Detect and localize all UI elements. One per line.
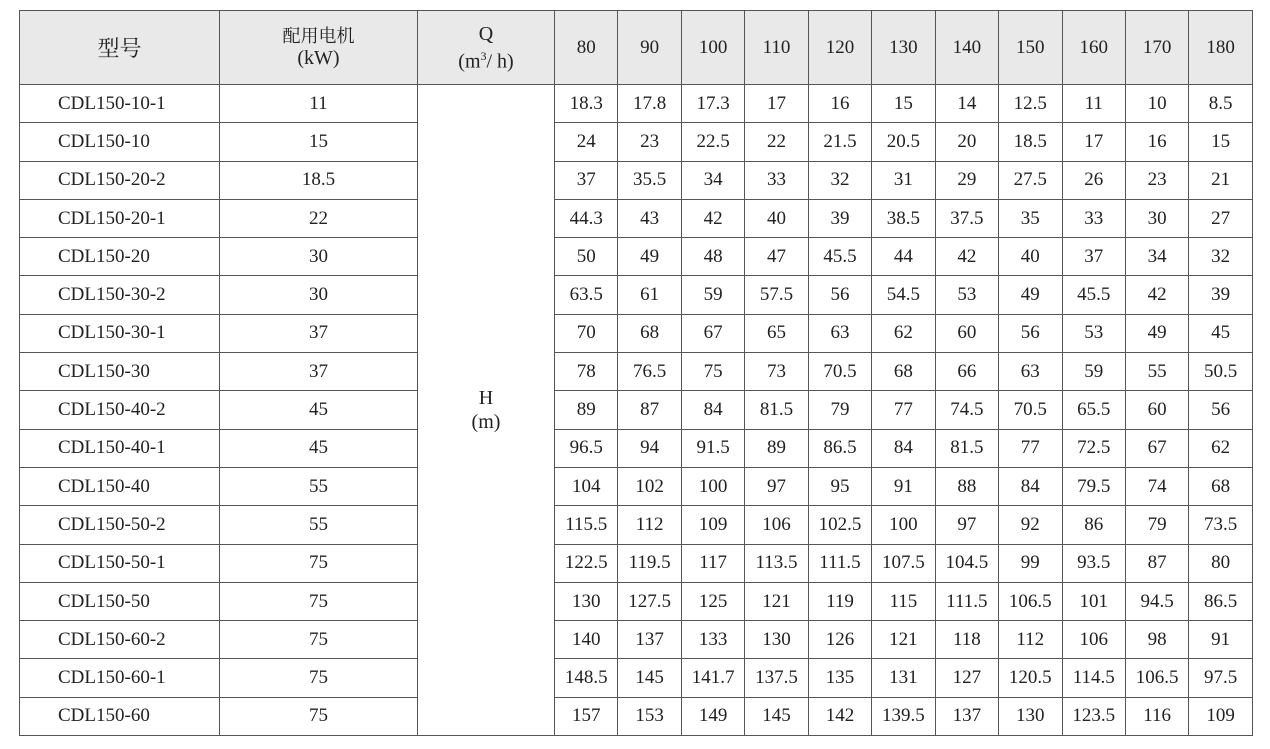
head-value-cell: 126 [808,621,871,659]
head-value-cell: 99 [999,544,1062,582]
head-value-cell: 40 [999,238,1062,276]
head-value-cell: 60 [935,314,998,352]
motor-unit: (kW) [297,46,340,69]
head-value-cell: 117 [681,544,744,582]
head-value-cell: 145 [745,697,808,735]
table-row [20,199,1253,237]
head-value-cell: 20.5 [872,123,935,161]
head-value-cell: 26 [1062,161,1125,199]
table-row [20,621,1253,659]
head-value-cell: 20 [935,123,998,161]
head-value-cell: 16 [1125,123,1188,161]
head-value-cell: 57.5 [745,276,808,314]
head-value-cell: 8.5 [1189,85,1252,123]
head-value-cell: 157 [555,697,618,735]
head-value-cell: 50 [555,238,618,276]
head-value-cell: 106.5 [999,582,1062,620]
head-value-cell: 145 [618,659,681,697]
head-value-cell: 113.5 [745,544,808,582]
table-row [20,467,1253,505]
head-value-cell: 42 [935,238,998,276]
head-value-cell: 60 [1125,391,1188,429]
head-value-cell: 16 [808,85,871,123]
head-value-cell: 97.5 [1189,659,1252,697]
head-value-cell: 87 [618,391,681,429]
head-value-cell: 17.8 [618,85,681,123]
head-value-cell: 54.5 [872,276,935,314]
head-value-cell: 63 [808,314,871,352]
head-value-cell: 18.5 [999,123,1062,161]
head-value-cell: 121 [745,582,808,620]
head-value-cell: 67 [1125,429,1188,467]
head-value-cell: 84 [999,467,1062,505]
motor-power-cell: 55 [220,506,418,544]
head-value-cell: 30 [1125,199,1188,237]
head-value-cell: 119.5 [618,544,681,582]
table-header-row [20,11,1253,85]
head-value-cell: 79 [808,391,871,429]
head-value-cell: 98 [1125,621,1188,659]
head-value-cell: 127 [935,659,998,697]
head-value-cell: 74 [1125,467,1188,505]
head-value-cell: 123.5 [1062,697,1125,735]
head-value-cell: 140 [555,621,618,659]
head-value-cell: 45.5 [808,238,871,276]
model-cell: CDL150-50-1 [20,544,220,582]
head-value-cell: 100 [872,506,935,544]
head-value-cell: 97 [745,467,808,505]
head-value-cell: 91 [1189,621,1252,659]
model-cell: CDL150-60-1 [20,659,220,697]
head-value-cell: 94.5 [1125,582,1188,620]
table-row [20,659,1253,697]
head-value-cell: 115.5 [555,506,618,544]
head-value-cell: 115 [872,582,935,620]
head-value-cell: 12.5 [999,85,1062,123]
head-value-cell: 148.5 [555,659,618,697]
head-value-cell: 61 [618,276,681,314]
head-value-cell: 149 [681,697,744,735]
flow-label: Q [478,22,494,45]
head-value-cell: 91.5 [681,429,744,467]
head-value-cell: 17 [745,85,808,123]
head-value-cell: 130 [999,697,1062,735]
flow-rate-header: 180 [1189,11,1252,85]
head-value-cell: 130 [555,582,618,620]
head-value-cell: 10 [1125,85,1188,123]
head-value-cell: 40 [745,199,808,237]
head-value-cell: 89 [555,391,618,429]
table-row [20,238,1253,276]
head-value-cell: 22 [745,123,808,161]
head-value-cell: 42 [1125,276,1188,314]
head-value-cell: 17 [1062,123,1125,161]
flow-unit: ($m^3/$ h) [458,48,514,73]
head-value-cell: 68 [872,353,935,391]
head-value-cell: 56 [999,314,1062,352]
model-cell: CDL150-10-1 [20,85,220,123]
table-row [20,161,1253,199]
motor-power-cell: 75 [220,697,418,735]
head-value-cell: 34 [681,161,744,199]
head-value-cell: 27.5 [999,161,1062,199]
head-value-cell: 104 [555,467,618,505]
head-value-cell: 29 [935,161,998,199]
head-value-cell: 23 [1125,161,1188,199]
head-value-cell: 23 [618,123,681,161]
flow-rate-header: 150 [999,11,1062,85]
head-value-cell: 59 [681,276,744,314]
head-value-cell: 21.5 [808,123,871,161]
head-value-cell: 11 [1062,85,1125,123]
flow-rate-header: 130 [872,11,935,85]
head-value-cell: 32 [808,161,871,199]
head-value-cell: 109 [681,506,744,544]
model-cell: CDL150-30-2 [20,276,220,314]
flow-rate-header: 100 [681,11,744,85]
head-value-cell: 87 [1125,544,1188,582]
head-label: H [478,387,494,410]
table-row [20,582,1253,620]
head-value-cell: 101 [1062,582,1125,620]
head-value-cell: 70.5 [808,353,871,391]
head-value-cell: 45 [1189,314,1252,352]
head-value-cell: 63.5 [555,276,618,314]
motor-power-cell: 37 [220,353,418,391]
head-value-cell: 17.3 [681,85,744,123]
head-value-cell: 119 [808,582,871,620]
head-value-cell: 78 [555,353,618,391]
motor-power-cell: 75 [220,659,418,697]
head-value-cell: 49 [1125,314,1188,352]
table-body [20,85,1253,736]
head-value-cell: 53 [1062,314,1125,352]
head-value-cell: 55 [1125,353,1188,391]
head-value-cell: 96.5 [555,429,618,467]
head-value-cell: 18.3 [555,85,618,123]
head-value-cell: 107.5 [872,544,935,582]
flow-rate-header: 170 [1125,11,1188,85]
head-value-cell: 76.5 [618,353,681,391]
head-value-cell: 89 [745,429,808,467]
head-value-cell: 153 [618,697,681,735]
model-cell: CDL150-40-2 [20,391,220,429]
model-cell: CDL150-30 [20,353,220,391]
head-value-cell: 37.5 [935,199,998,237]
head-value-cell: 137 [618,621,681,659]
flow-rate-header: 90 [618,11,681,85]
flow-rate-header: 110 [745,11,808,85]
head-value-cell: 44 [872,238,935,276]
motor-power-cell: 30 [220,238,418,276]
head-value-cell: 75 [681,353,744,391]
head-value-cell: 106 [745,506,808,544]
table-row [20,391,1253,429]
head-value-cell: 137 [935,697,998,735]
head-value-cell: 15 [872,85,935,123]
flow-column-header [418,11,555,85]
head-value-cell: 92 [999,506,1062,544]
motor-power-cell: 75 [220,544,418,582]
head-value-cell: 37 [1062,238,1125,276]
head-value-cell: 93.5 [1062,544,1125,582]
head-value-cell: 22.5 [681,123,744,161]
head-value-cell: 81.5 [745,391,808,429]
head-value-cell: 48 [681,238,744,276]
head-value-cell: 139.5 [872,697,935,735]
head-value-cell: 35.5 [618,161,681,199]
head-value-cell: 67 [681,314,744,352]
head-value-cell: 127.5 [618,582,681,620]
head-value-cell: 86.5 [808,429,871,467]
head-value-cell: 81.5 [935,429,998,467]
head-value-cell: 53 [935,276,998,314]
head-value-cell: 114.5 [1062,659,1125,697]
head-value-cell: 79 [1125,506,1188,544]
head-value-cell: 65 [745,314,808,352]
head-value-cell: 63 [999,353,1062,391]
motor-power-cell: 45 [220,391,418,429]
head-value-cell: 88 [935,467,998,505]
head-value-cell: 100 [681,467,744,505]
head-value-cell: 97 [935,506,998,544]
head-value-cell: 38.5 [872,199,935,237]
motor-power-cell: 55 [220,467,418,505]
head-value-cell: 74.5 [935,391,998,429]
model-cell: CDL150-50 [20,582,220,620]
head-value-cell: 135 [808,659,871,697]
head-value-cell: 56 [1189,391,1252,429]
model-cell: CDL150-60 [20,697,220,735]
head-value-cell: 50.5 [1189,353,1252,391]
head-value-cell: 121 [872,621,935,659]
head-value-cell: 133 [681,621,744,659]
head-value-cell: 62 [1189,429,1252,467]
table-row [20,123,1253,161]
head-label-cell [418,85,555,736]
model-cell: CDL150-40 [20,467,220,505]
head-value-cell: 111.5 [808,544,871,582]
head-value-cell: 73 [745,353,808,391]
head-value-cell: 84 [872,429,935,467]
head-value-cell: 37 [555,161,618,199]
head-value-cell: 142 [808,697,871,735]
head-value-cell: 109 [1189,697,1252,735]
head-value-cell: 112 [999,621,1062,659]
flow-rate-header: 140 [935,11,998,85]
table-row [20,276,1253,314]
head-value-cell: 131 [872,659,935,697]
table-row [20,506,1253,544]
model-column-header: 型号 [20,11,220,85]
head-value-cell: 125 [681,582,744,620]
head-value-cell: 137.5 [745,659,808,697]
head-value-cell: 122.5 [555,544,618,582]
head-value-cell: 120.5 [999,659,1062,697]
head-value-cell: 62 [872,314,935,352]
head-value-cell: 68 [618,314,681,352]
head-value-cell: 79.5 [1062,467,1125,505]
head-value-cell: 80 [1189,544,1252,582]
head-value-cell: 33 [1062,199,1125,237]
motor-power-cell: 75 [220,621,418,659]
head-value-cell: 27 [1189,199,1252,237]
head-value-cell: 14 [935,85,998,123]
head-value-cell: 21 [1189,161,1252,199]
model-cell: CDL150-40-1 [20,429,220,467]
model-cell: CDL150-10 [20,123,220,161]
head-value-cell: 112 [618,506,681,544]
head-value-cell: 102 [618,467,681,505]
head-value-cell: 111.5 [935,582,998,620]
flow-rate-header: 120 [808,11,871,85]
flow-rate-header: 160 [1062,11,1125,85]
head-value-cell: 35 [999,199,1062,237]
head-value-cell: 70.5 [999,391,1062,429]
motor-power-cell: 75 [220,582,418,620]
head-value-cell: 106.5 [1125,659,1188,697]
head-value-cell: 141.7 [681,659,744,697]
head-value-cell: 95 [808,467,871,505]
motor-label: 配用电机 [282,25,355,47]
head-value-cell: 47 [745,238,808,276]
head-unit: (m) [471,411,501,434]
head-value-cell: 15 [1189,123,1252,161]
head-value-cell: 70 [555,314,618,352]
table-row [20,314,1253,352]
head-value-cell: 39 [808,199,871,237]
pump-performance-table-container [19,10,1253,736]
head-value-cell: 77 [999,429,1062,467]
motor-power-cell: 22 [220,199,418,237]
head-value-cell: 72.5 [1062,429,1125,467]
head-value-cell: 59 [1062,353,1125,391]
head-value-cell: 31 [872,161,935,199]
head-value-cell: 68 [1189,467,1252,505]
head-value-cell: 86 [1062,506,1125,544]
table-row [20,429,1253,467]
head-value-cell: 49 [618,238,681,276]
head-value-cell: 66 [935,353,998,391]
head-value-cell: 102.5 [808,506,871,544]
head-value-cell: 116 [1125,697,1188,735]
head-value-cell: 65.5 [1062,391,1125,429]
head-value-cell: 106 [1062,621,1125,659]
head-value-cell: 45.5 [1062,276,1125,314]
head-value-cell: 130 [745,621,808,659]
head-value-cell: 39 [1189,276,1252,314]
head-value-cell: 91 [872,467,935,505]
motor-column-header [220,11,418,85]
head-value-cell: 33 [745,161,808,199]
head-value-cell: 94 [618,429,681,467]
flow-rate-header: 80 [555,11,618,85]
head-value-cell: 118 [935,621,998,659]
table-row [20,544,1253,582]
motor-power-cell: 11 [220,85,418,123]
model-cell: CDL150-30-1 [20,314,220,352]
head-value-cell: 42 [681,199,744,237]
head-value-cell: 49 [999,276,1062,314]
motor-power-cell: 45 [220,429,418,467]
head-value-cell: 32 [1189,238,1252,276]
head-value-cell: 86.5 [1189,582,1252,620]
table-row [20,353,1253,391]
model-cell: CDL150-60-2 [20,621,220,659]
head-value-cell: 77 [872,391,935,429]
head-value-cell: 43 [618,199,681,237]
table-row [20,697,1253,735]
head-value-cell: 84 [681,391,744,429]
head-value-cell: 104.5 [935,544,998,582]
motor-power-cell: 30 [220,276,418,314]
head-value-cell: 73.5 [1189,506,1252,544]
head-value-cell: 34 [1125,238,1188,276]
head-value-cell: 44.3 [555,199,618,237]
head-value-cell: 56 [808,276,871,314]
motor-power-cell: 18.5 [220,161,418,199]
model-cell: CDL150-20 [20,238,220,276]
head-value-cell: 24 [555,123,618,161]
model-cell: CDL150-20-2 [20,161,220,199]
motor-power-cell: 15 [220,123,418,161]
table-row [20,85,1253,123]
model-cell: CDL150-50-2 [20,506,220,544]
pump-performance-table [19,10,1253,736]
model-cell: CDL150-20-1 [20,199,220,237]
motor-power-cell: 37 [220,314,418,352]
